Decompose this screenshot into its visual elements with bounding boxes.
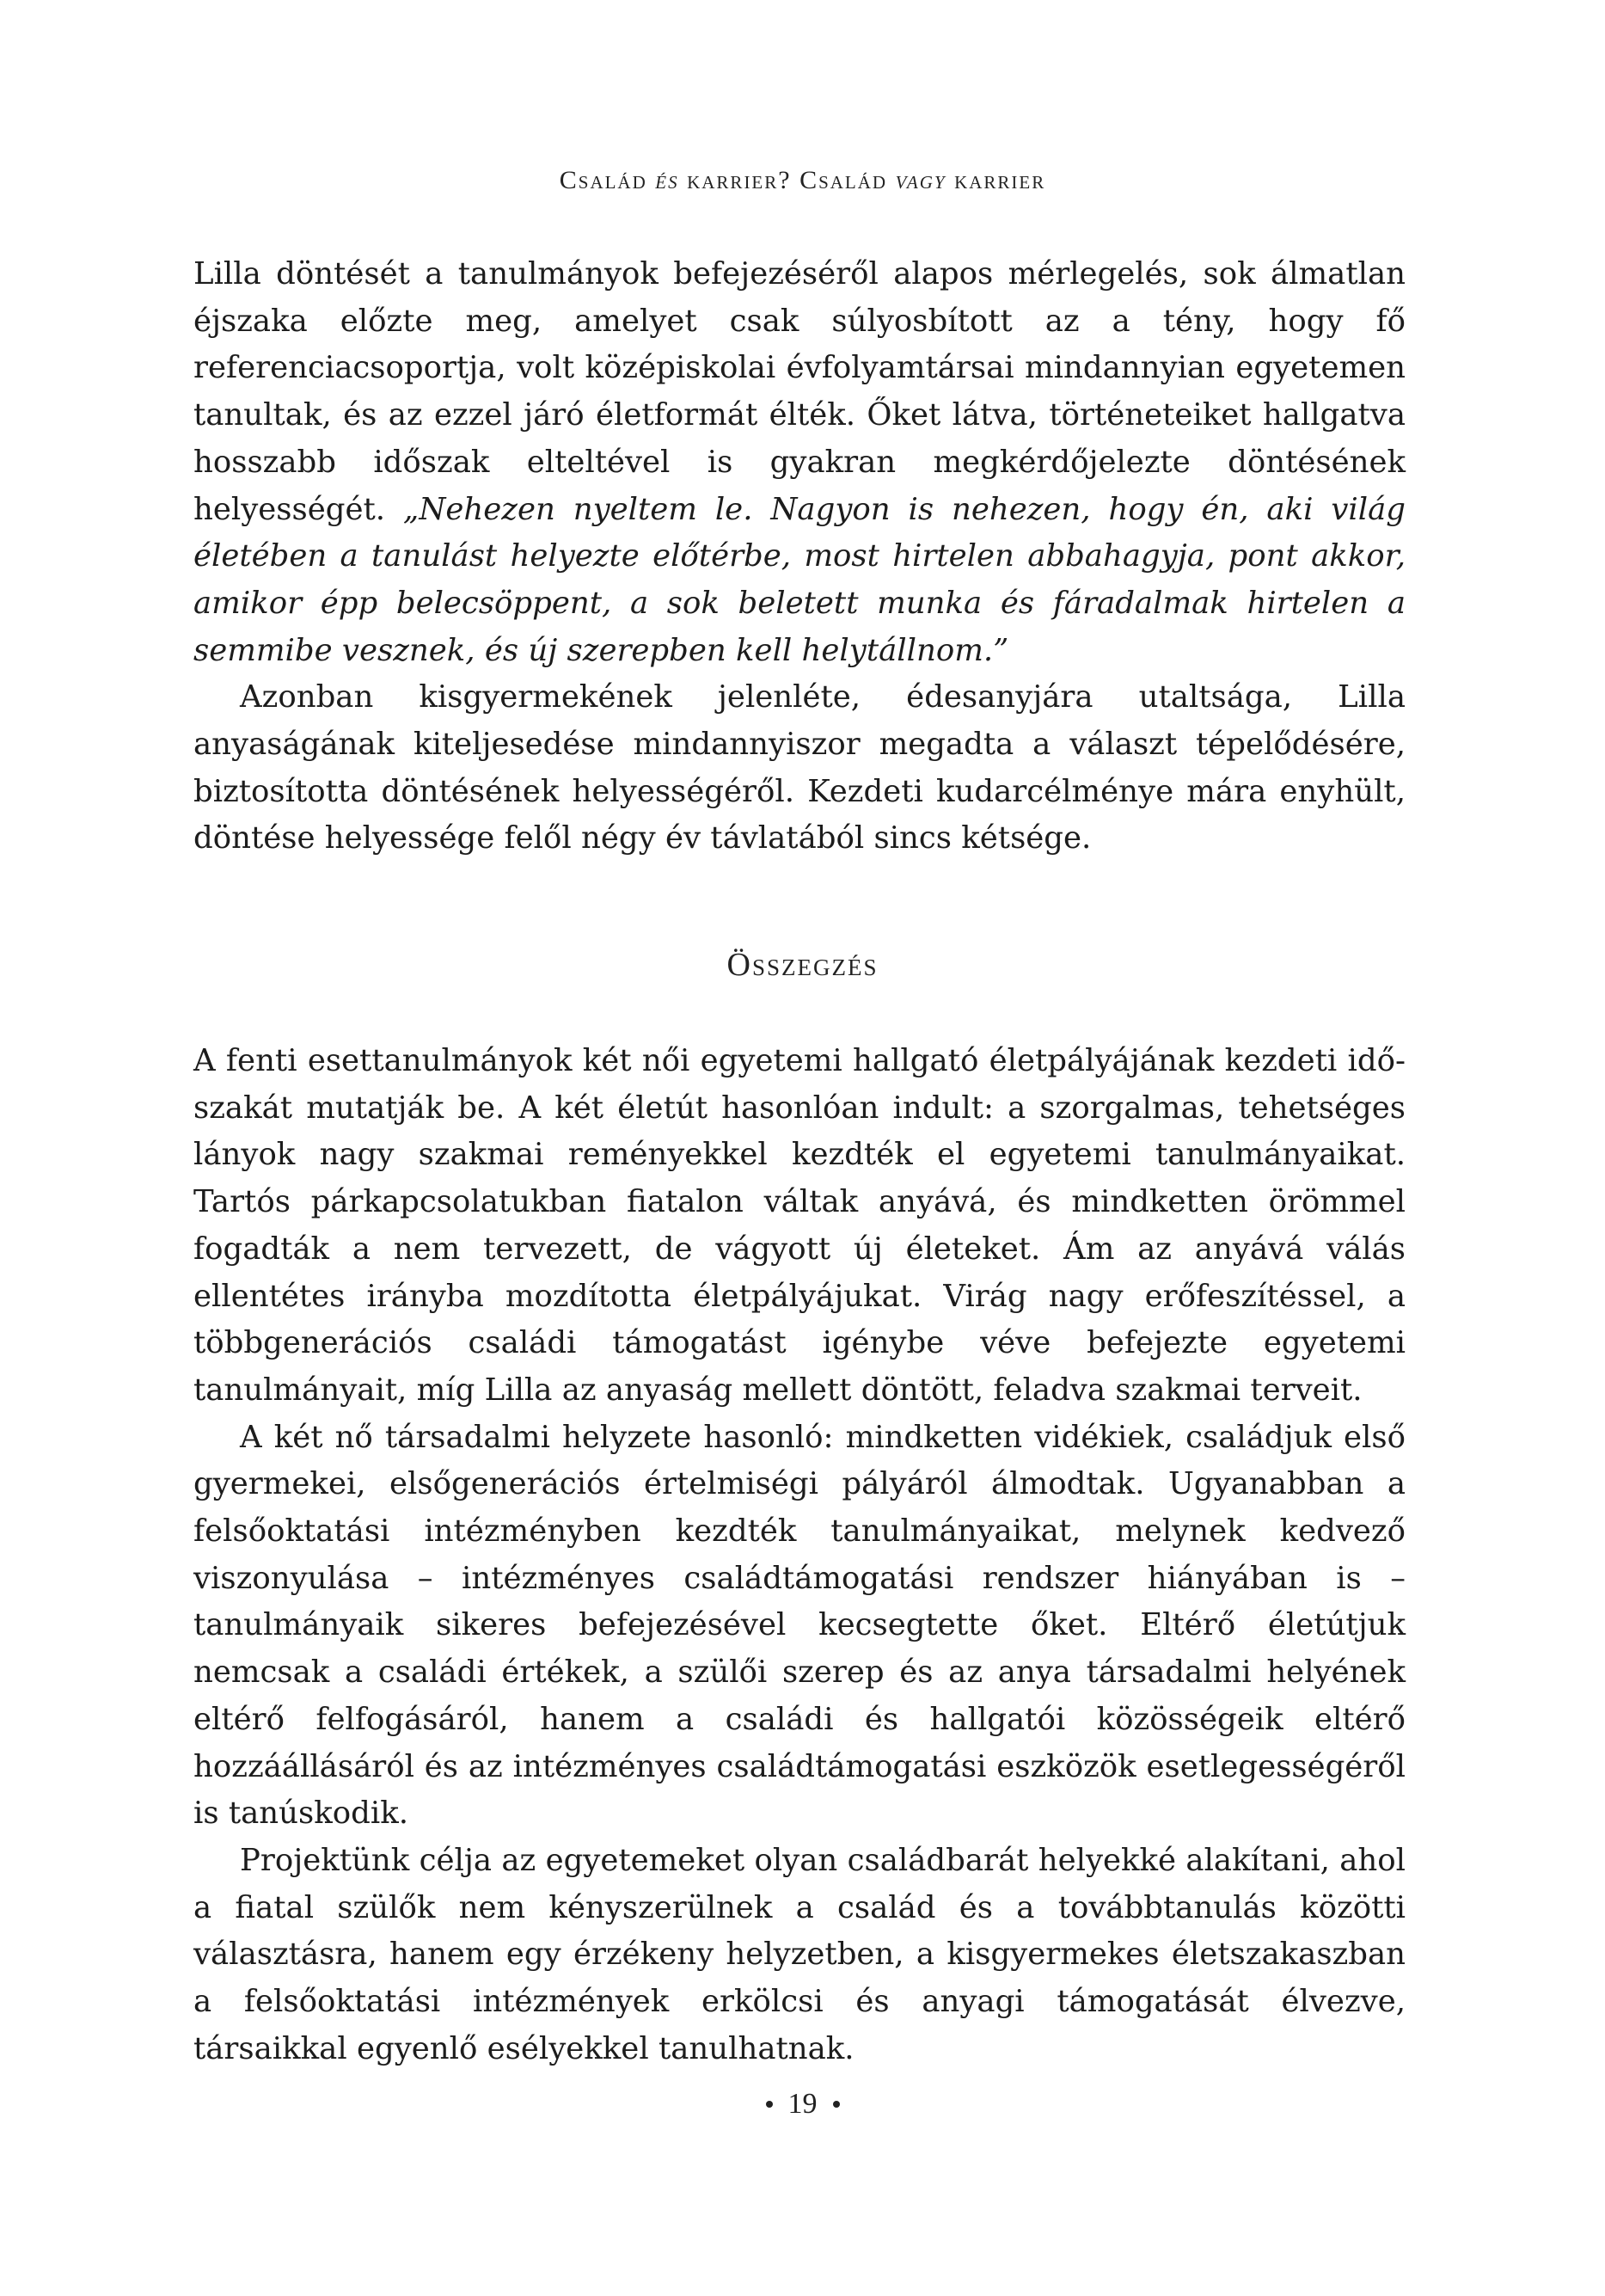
running-head-italic: vagy bbox=[895, 166, 946, 194]
paragraph: Projektünk célja az egyetemeket olyan családbarát helyekké alakítani, ahol a fiatal szülők nem kényszerülnek a család és a továbbtanulás közötti választásra, hanem egy érzékeny helyzetben, a kisgyermekes életszakaszban a felsőoktatási intézmények erkölcsi és anyagi támogatását élvezve, társaikkal egyenlő esélyekkel tanulhatnak. bbox=[193, 1842, 1406, 2066]
paragraph: Azonban kisgyermekének jelenléte, édesanyjára utaltsága, Lilla anyaságának kiteljesedése mindannyiszor megadta a választ tépelődésére, biztosította döntésének helyességéről. Kezdeti kudarcélménye mára enyhült, döntése helyessége felől négy év távlatából sincs kétsége. bbox=[193, 679, 1406, 856]
bullet-icon bbox=[766, 2101, 773, 2108]
section-title: Összegzés bbox=[726, 947, 879, 983]
body-text-after bbox=[193, 1038, 1406, 2072]
paragraph: A két nő társadalmi helyzete hasonló: mindketten vidékiek, családjuk első gyermekei, elsőgenerációs értelmiségi pályáról álmodtak. Ugyanabban a felsőoktatási intézményben kezdték tanulmányaikat, melynek kedvező viszonyulása – intézményes családtámogatási rendszer hiányában is – tanulmányaik sikeres befejezésével kecsegtette őket. Eltérő életútjuk nemcsak a családi értékek, a szülői szerep és az anya társadalmi helyének eltérő felfogásáról, hanem a családi és hallgatói közösségeik eltérő hozzáállásáról és az intézményes családtámogatási eszközök esetlegességéről is tanúskodik. bbox=[193, 1419, 1406, 1832]
interview-quote: „Nehezen nyeltem le. Nagyon is nehezen, hogy én, aki világ életében a tanulást helyezte előtérbe, most hirtelen abbahagyja, pont akkor, amikor épp belecsöppent, a sok beletett munka és fáradalmak hirtelen a semmibe vesznek, és új szerepben kell helytállnom.” bbox=[193, 491, 1406, 668]
running-head-part: karrier? Család bbox=[687, 166, 888, 194]
paragraph-text: Lilla döntését a tanulmányok befejezéséről alapos mérlegelés, sok álmatlan éjszaka előzte meg, amelyet csak súlyosbított az a tény, hogy fő referenciacsoportja, volt középiskolai évfolyamtársai mindannyian egyetemen tanultak, és az ezzel járó életformát élték. Őket látva, történeteiket hallgatva hosszabb időszak elteltével is gyakran megkérdőjelezte döntésének helyességét. bbox=[193, 256, 1406, 527]
page-footer bbox=[0, 2088, 1605, 2121]
running-head-part: karrier bbox=[954, 166, 1046, 194]
paragraph: A fenti esettanulmányok két női egyetemi hallgató életpályájának kezdeti időszakát mutatják be. A két életút hasonlóan indult: a szorgalmas, tehetséges lányok nagy szakmai reményekkel kezdték el egyetemi tanulmányaikat. Tartós párkapcsolatukban fiatalon váltak anyává, és mindketten örömmel fogadták a nem tervezett, de vágyott új életeket. Ám az anyává válás ellentétes irányba mozdította életpályájukat. Virág nagy erőfeszítéssel, a többgenerációs családi támogatást igénybe véve befejezte egyetemi tanulmányait, míg Lilla az anyaság mellett döntött, feladva szakmai terveit. bbox=[193, 1043, 1406, 1408]
running-head-italic: és bbox=[655, 166, 679, 194]
running-head-part: Család bbox=[559, 166, 647, 194]
running-head bbox=[0, 166, 1605, 195]
paragraph bbox=[193, 251, 1406, 674]
bullet-icon bbox=[833, 2101, 840, 2108]
page-number: 19 bbox=[787, 2088, 818, 2120]
body-text-before bbox=[193, 251, 1406, 863]
